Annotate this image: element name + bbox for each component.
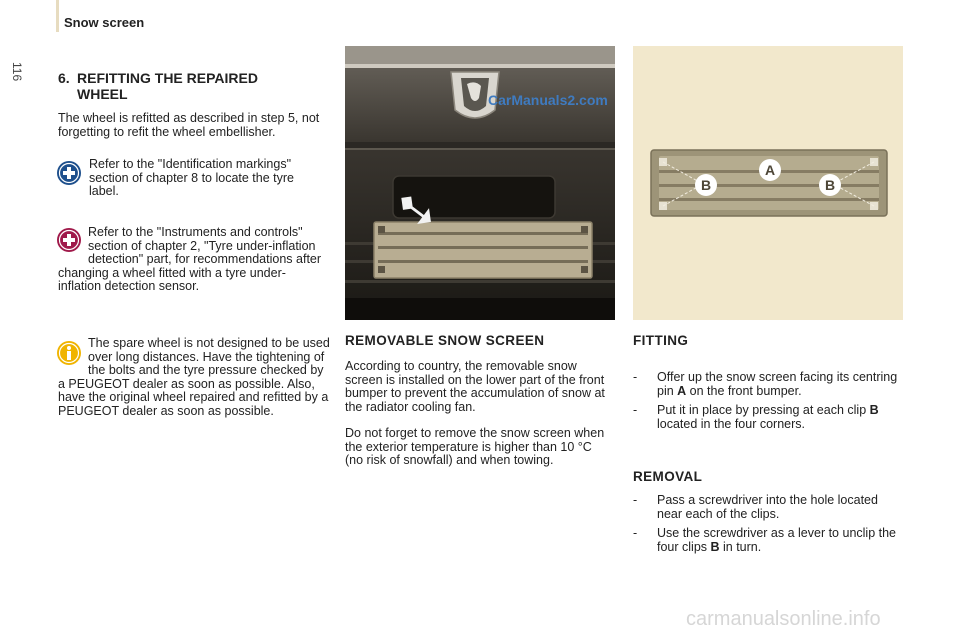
note-instruments-text: Refer to the "Instruments and controls" section of chapter 2, "Tyre under-inflation detection" part, for recommendations after changing a wheel fitted with a tyre under-inflation detection sensor. <box>58 225 322 293</box>
header-accent-bar <box>56 0 59 32</box>
heading-line-1: REFITTING THE REPAIRED <box>77 70 258 86</box>
list-dash: - <box>633 403 638 417</box>
list-item: - Pass a screwdriver into the hole located near each of the clips. <box>633 493 878 521</box>
note-spare-wheel-text: The spare wheel is not designed to be used over long distances. Have the tightening of the bolts and the tyre pressure checked by a PEUGEOT dealer as soon as possible. Also, have the original wheel repaired and refitted by a PEUGEOT dealer as soon as possible. <box>58 336 330 418</box>
removal-steps <box>633 494 903 560</box>
photo-front-bumper <box>345 46 615 320</box>
heading-fitting: FITTING <box>633 333 689 348</box>
diagram-label-b-left: B <box>695 174 717 196</box>
page-section-title: Snow screen <box>64 15 145 30</box>
footer-watermark: carmanualsonline.info <box>686 608 881 630</box>
list-dash: - <box>633 526 638 540</box>
section-heading-refitting <box>58 70 328 102</box>
list-dash: - <box>633 370 638 384</box>
plus-circle-icon <box>56 160 82 186</box>
note-instruments <box>58 226 328 294</box>
watermark-carmanuals2: CarManuals2.com <box>488 92 608 108</box>
arrow-icon <box>399 192 433 231</box>
heading-line-2: WHEEL <box>77 86 128 102</box>
diagram-label-a: A <box>759 159 781 181</box>
heading-removable-snow-screen: REMOVABLE SNOW SCREEN <box>345 333 545 348</box>
list-dash: - <box>633 493 638 507</box>
heading-removal: REMOVAL <box>633 469 703 484</box>
page-number: 116 <box>10 62 24 82</box>
list-item: - Offer up the snow screen facing its centring pin A on the front bumper. <box>633 370 898 398</box>
heading-number: 6. <box>58 70 70 86</box>
paragraph-snow-screen-purpose: According to country, the removable snow screen is installed on the lower part of the front bumper to prevent the accumulation of snow at the radiator cooling fan. <box>345 359 605 414</box>
intro-paragraph: The wheel is refitted as described in step 5, not forgetting to refit the wheel embellisher. <box>58 111 320 139</box>
note-identification: Refer to the "Identification markings" section of chapter 8 to locate the tyre label. <box>89 157 294 198</box>
note-spare-wheel <box>58 337 330 418</box>
fitting-steps <box>633 371 903 437</box>
paragraph-remove-reminder: Do not forget to remove the snow screen when the exterior temperature is higher than 10 °C (no risk of snowfall) and when towing. <box>345 426 605 467</box>
list-item: - Put it in place by pressing at each clip B located in the four corners. <box>633 403 879 431</box>
list-item: - Use the screwdriver as a lever to unclip the four clips B in turn. <box>633 526 896 554</box>
snow-screen-diagram <box>633 46 903 320</box>
diagram-label-b-right: B <box>819 174 841 196</box>
